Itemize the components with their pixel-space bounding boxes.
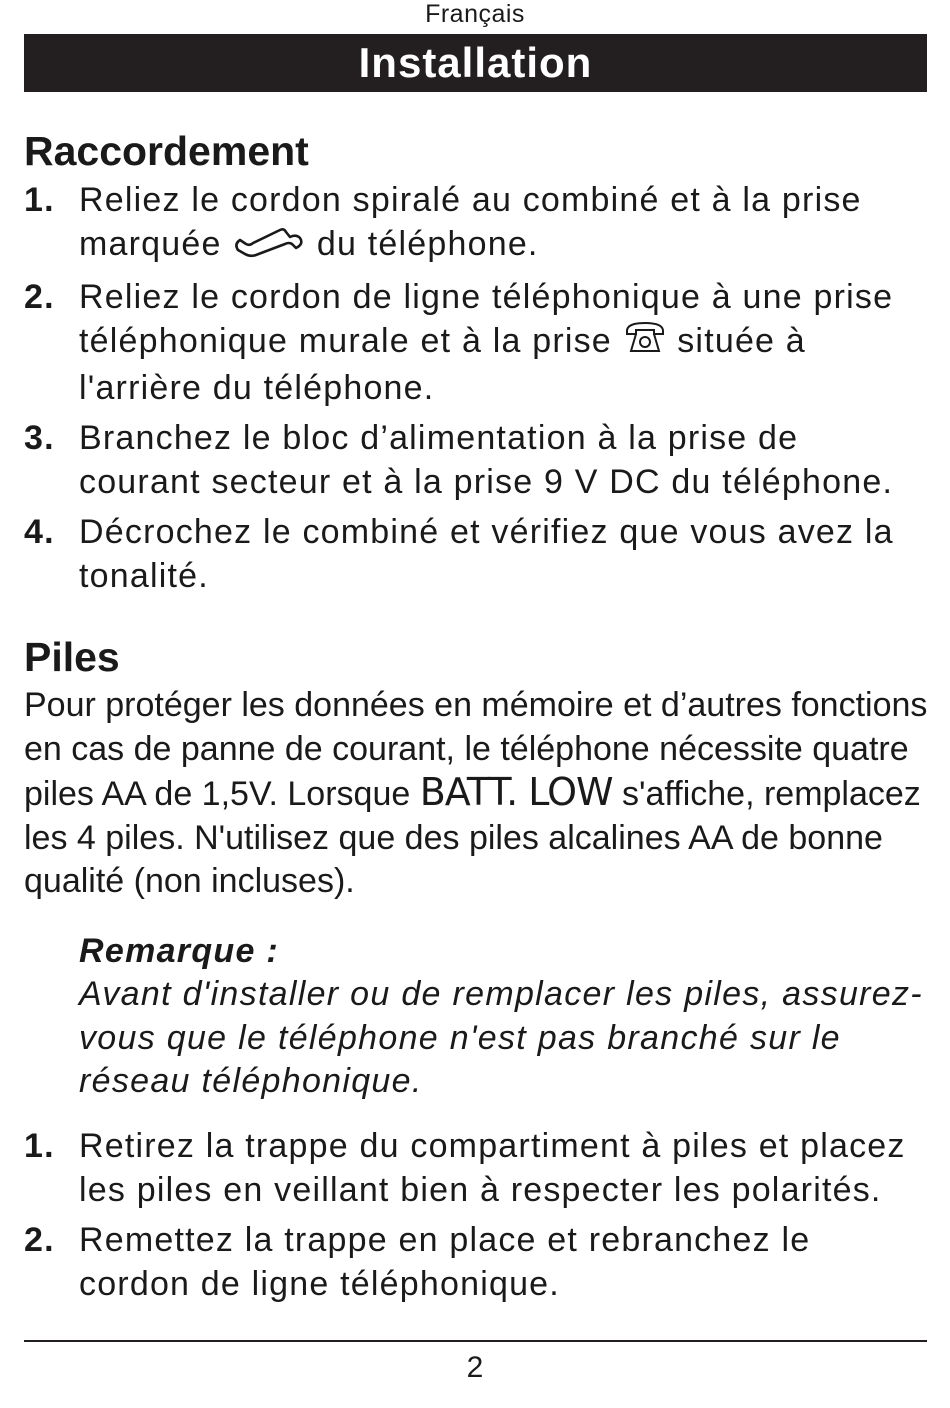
page-title: Installation — [24, 34, 927, 92]
page-number: 2 — [466, 1351, 484, 1384]
note — [79, 930, 929, 1104]
step-number: 1. — [24, 1126, 55, 1165]
note-text: Avant d'installer ou de remplacer les piles, assurez-vous que le téléphone n'est pas branché sur le réseau téléphonique. — [79, 975, 923, 1101]
step-text: Reliez le cordon de ligne téléphonique à une prise téléphonique murale et à la prise — [79, 277, 894, 360]
list-item — [24, 275, 929, 411]
telephone-icon — [623, 319, 667, 366]
step-text: Retirez la trappe du compartiment à piles et placez les piles en veillant bien à respecter les polarités. — [79, 1126, 906, 1209]
footer-divider — [24, 1340, 927, 1342]
batteries-intro — [24, 684, 929, 904]
step-text: Branchez le bloc d’alimentation à la prise de courant secteur et à la prise 9 V DC du téléphone. — [79, 419, 894, 502]
language-label: Français — [425, 0, 525, 28]
page-content — [24, 124, 929, 1312]
list-item — [24, 416, 929, 504]
display-message: BATT. LOW — [419, 770, 613, 815]
step-text-continued: du téléphone. — [316, 225, 539, 263]
list-item — [24, 178, 929, 269]
step-text: Remettez la trappe en place et rebranchez le cordon de ligne téléphonique. — [79, 1220, 811, 1303]
list-item — [24, 1124, 929, 1212]
step-text: Décrochez le combiné et vérifiez que vous avez la tonalité. — [79, 513, 894, 596]
handset-icon — [232, 224, 306, 269]
batteries-intro-text: Pour protéger les données en mémoire et d’autres fonctions en cas de panne de courant, le téléphone nécessite quatre piles AA de 1,5V. Lorsque — [24, 686, 928, 814]
batteries-intro-text-continued: s'affiche, remplacez les 4 piles. N'utilisez que des piles alcalines AA de bonne qualité (non incluses). — [24, 775, 921, 901]
step-number: 2. — [24, 277, 55, 316]
step-number: 2. — [24, 1220, 55, 1259]
note-title: Remarque : — [79, 931, 280, 970]
step-text-continued: située à l'arrière du téléphone. — [79, 321, 806, 408]
step-text: Reliez le cordon spiralé au combiné et à la prise marquée — [79, 181, 862, 263]
step-number: 3. — [24, 419, 55, 458]
connection-steps — [24, 178, 929, 598]
list-item — [24, 510, 929, 598]
step-number: 1. — [24, 181, 55, 219]
battery-steps — [24, 1124, 929, 1306]
list-item — [24, 1218, 929, 1306]
section-heading-batteries: Piles — [24, 634, 120, 681]
step-number: 4. — [24, 513, 55, 552]
section-heading-connection: Raccordement — [24, 128, 309, 174]
